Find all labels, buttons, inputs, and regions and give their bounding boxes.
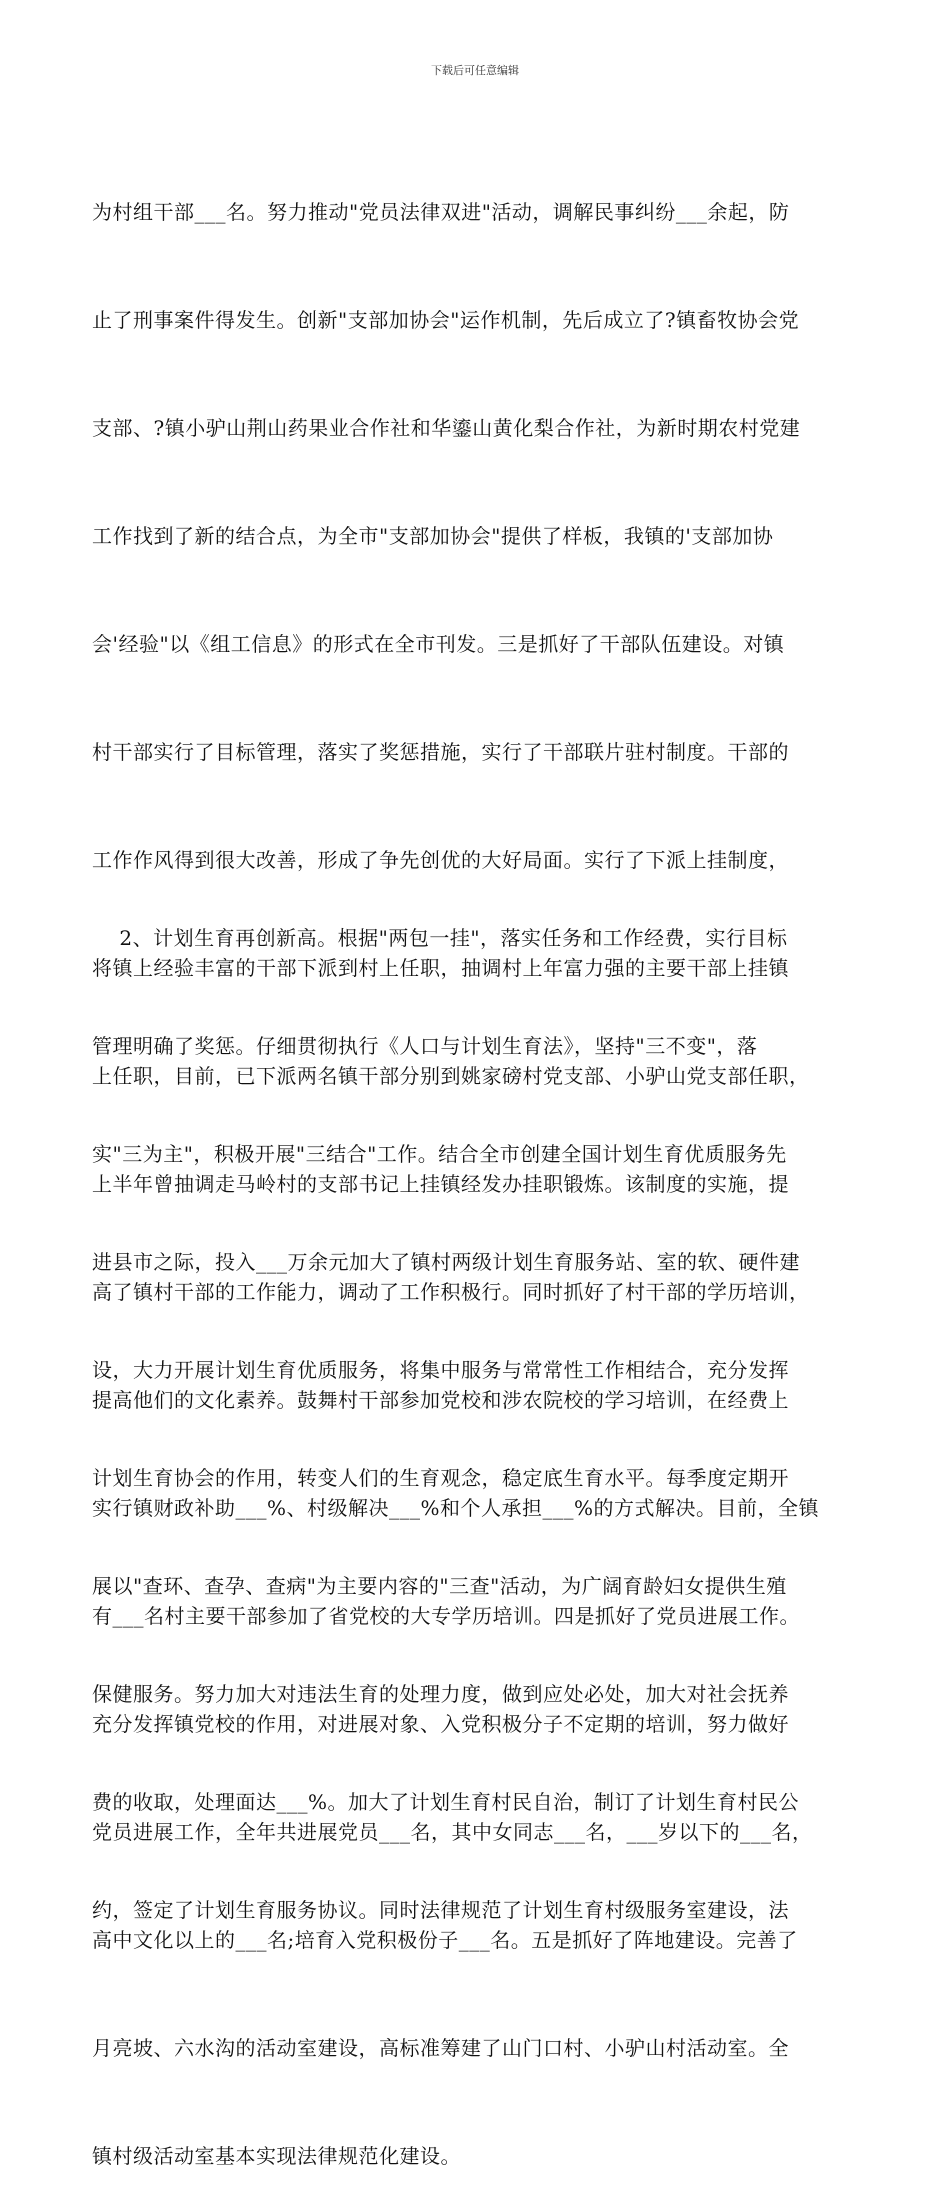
text-line: 提高他们的文化素养。鼓舞村干部参加党校和涉农院校的学习培训，在经费上	[92, 1388, 789, 1412]
text-line: 村干部实行了目标管理，落实了奖惩措施，实行了干部联片驻村制度。干部的	[92, 740, 789, 764]
text-line: 保健服务。努力加大对违法生育的处理力度，做到应处必处，加大对社会抚养	[92, 1682, 789, 1706]
text-line: 费的收取，处理面达___%。加大了计划生育村民自治，制订了计划生育村民公	[92, 1790, 800, 1814]
text-line: 2、计划生育再创新高。根据"两包一挂"，落实任务和工作经费，实行目标	[92, 926, 788, 950]
text-line: 有___名村主要干部参加了省党校的大专学历培训。四是抓好了党员进展工作。	[92, 1604, 800, 1628]
text-line: 支部、?镇小驴山荆山药果业合作社和华鎏山黄化梨合作社，为新时期农村党建	[92, 416, 801, 440]
text-line: 实"三为主"，积极开展"三结合"工作。结合全市创建全国计划生育优质服务先	[92, 1142, 787, 1166]
text-line: 党员进展工作，全年共进展党员___名，其中女同志___名，___岁以下的___名，	[92, 1820, 813, 1844]
text-line: 上半年曾抽调走马岭村的支部书记上挂镇经发办挂职锻炼。该制度的实施，提	[92, 1172, 789, 1196]
paragraph-family-planning	[92, 848, 860, 1964]
text-line: 月亮坡、六水沟的活动室建设，高标准筹建了山门口村、小驴山村活动室。全	[92, 2036, 789, 2060]
text-line: 进县市之际，投入___万余元加大了镇村两级计划生育服务站、室的软、硬件建	[92, 1250, 800, 1274]
text-line: 高中文化以上的___名;培育入党积极份子___名。五是抓好了阵地建设。完善了	[92, 1928, 798, 1952]
text-line: 管理明确了奖惩。仔细贯彻执行《人口与计划生育法》，坚持"三不变"，落	[92, 1034, 758, 1058]
text-line: 将镇上经验丰富的干部下派到村上任职，抽调村上年富力强的主要干部上挂镇	[92, 956, 789, 980]
text-line: 设，大力开展计划生育优质服务，将集中服务与常常性工作相结合，充分发挥	[92, 1358, 789, 1382]
text-line: 止了刑事案件得发生。创新"支部加协会"运作机制，先后成立了?镇畜牧协会党	[92, 308, 800, 332]
text-line: 为村组干部___名。努力推动"党员法律双进"活动，调解民事纠纷___余起，防	[92, 200, 790, 224]
text-line: 高了镇村干部的工作能力，调动了工作积极行。同时抓好了村干部的学历培训，	[92, 1280, 810, 1304]
text-line: 会'经验"以《组工信息》的形式在全市刊发。三是抓好了干部队伍建设。对镇	[92, 632, 785, 656]
page-header: 下载后可任意编辑	[431, 64, 519, 77]
text-line: 实行镇财政补助___%、村级解决___%和个人承担___%的方式解决。目前，全镇	[92, 1496, 820, 1520]
text-line: 上任职，目前，已下派两名镇干部分别到姚家磅村党支部、小驴山党支部任职，	[92, 1064, 810, 1088]
text-line: 工作作风得到很大改善，形成了争先创优的大好局面。实行了下派上挂制度，	[92, 848, 789, 872]
text-line: 工作找到了新的结合点，为全市"支部加协会"提供了样板，我镇的'支部加协	[92, 524, 774, 548]
text-line: 充分发挥镇党校的作用，对进展对象、入党积极分子不定期的培训，努力做好	[92, 1712, 789, 1736]
text-line: 约，签定了计划生育服务协议。同时法律规范了计划生育村级服务室建设，法	[92, 1898, 789, 1922]
text-line: 展以"查环、查孕、查病"为主要内容的"三查"活动，为广阔育龄妇女提供生殖	[92, 1574, 787, 1598]
text-line: 镇村级活动室基本实现法律规范化建设。	[92, 2144, 461, 2168]
text-line: 计划生育协会的作用，转变人们的生育观念，稳定底生育水平。每季度定期开	[92, 1466, 789, 1490]
